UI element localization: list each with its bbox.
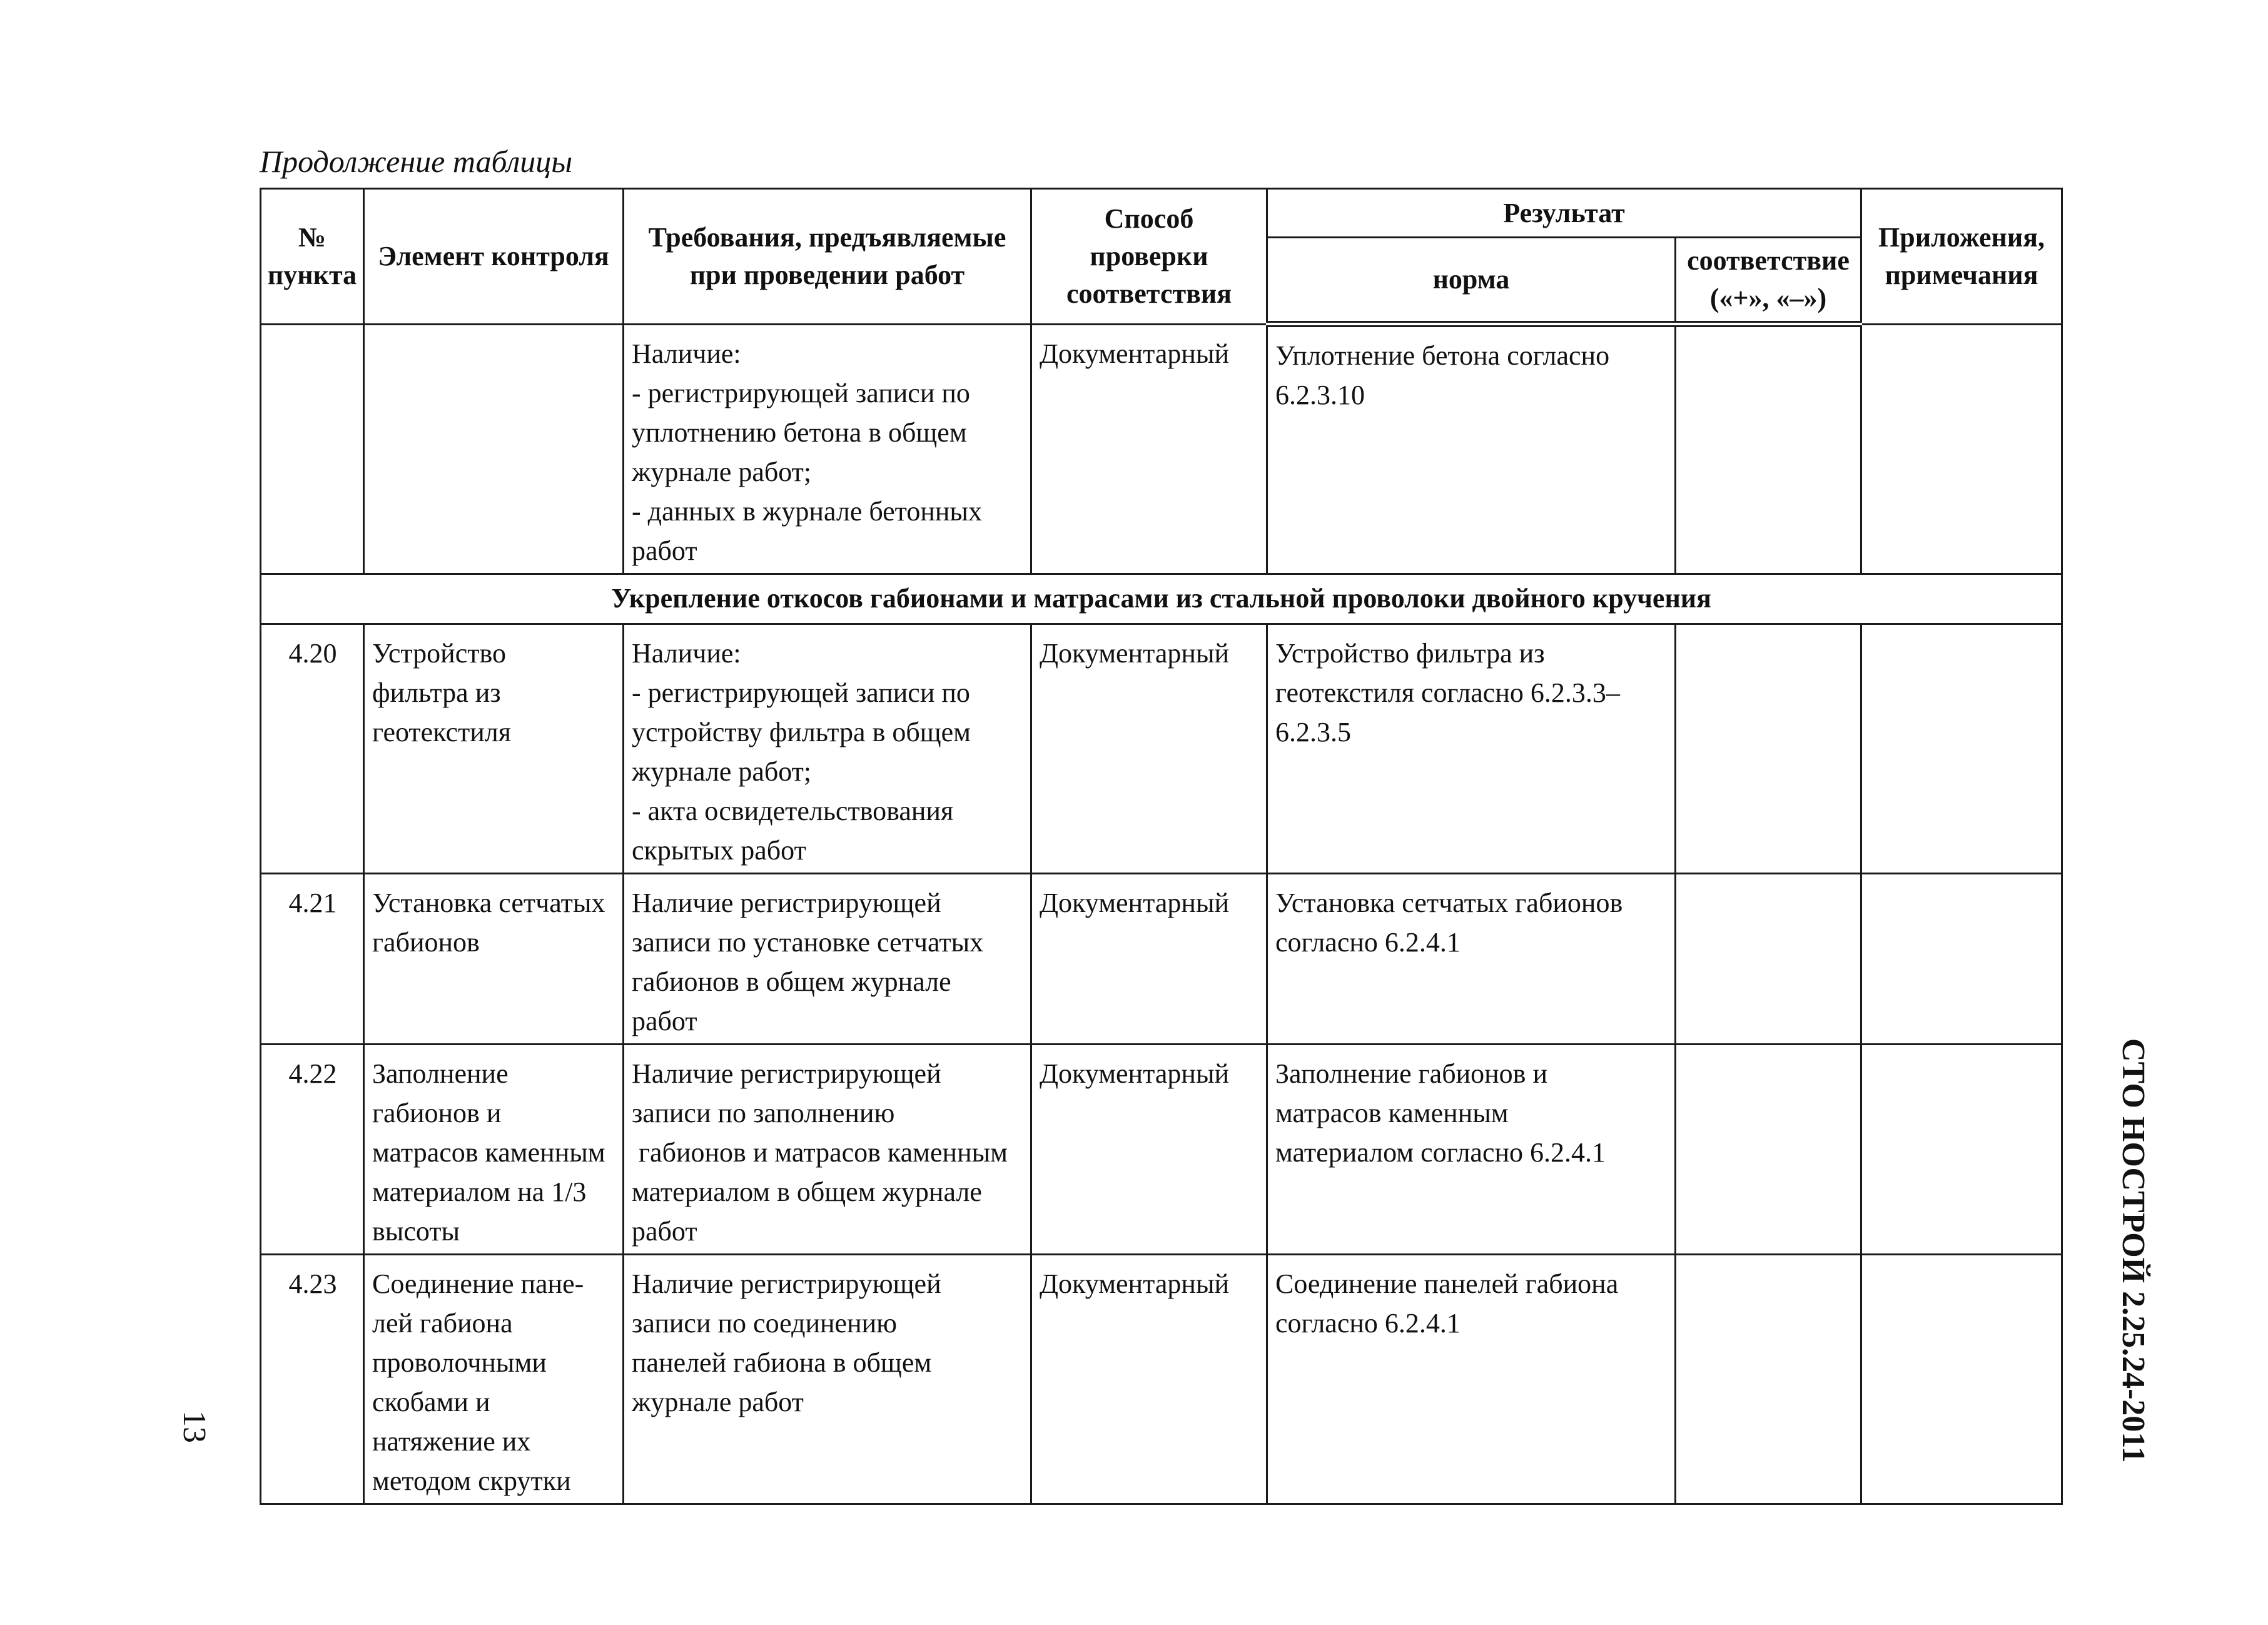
inspection-table bbox=[260, 188, 2063, 1505]
row-requirements: Наличие: - регистрирующей записи по уплотнению бетона в общем журнале работ; - данных в журнале бетонных работ bbox=[624, 324, 1031, 574]
section-title: Укрепление откосов габионами и матрасами из стальной проволоки двойного кручения bbox=[261, 574, 2062, 624]
row-method: Документарный bbox=[1031, 1254, 1267, 1504]
table-row bbox=[261, 1254, 2062, 1504]
row-requirements: Наличие регистрирующей записи по соединению панелей габиона в общем журнале работ bbox=[624, 1254, 1031, 1504]
row-method: Документарный bbox=[1031, 873, 1267, 1044]
row-element: Соединение пане- лей габиона проволочными скобами и натяжение их методом скрутки bbox=[364, 1254, 624, 1504]
section-row bbox=[261, 574, 2062, 624]
header-result: Результат bbox=[1267, 189, 1861, 238]
row-compliance bbox=[1676, 1044, 1861, 1254]
row-norm: Уплотнение бетона согласно 6.2.3.10 bbox=[1267, 324, 1676, 574]
row-num: 4.23 bbox=[261, 1254, 364, 1504]
row-element bbox=[364, 324, 624, 574]
row-notes bbox=[1861, 324, 2062, 574]
table-row bbox=[261, 324, 2062, 574]
row-requirements: Наличие регистрирующей записи по установке сетчатых габионов в общем журнале работ bbox=[624, 873, 1031, 1044]
row-norm: Соединение панелей габиона согласно 6.2.4.1 bbox=[1267, 1254, 1676, 1504]
row-compliance bbox=[1676, 873, 1861, 1044]
row-method: Документарный bbox=[1031, 1044, 1267, 1254]
table-row bbox=[261, 624, 2062, 873]
page-number: 13 bbox=[176, 1410, 212, 1443]
table-row bbox=[261, 1044, 2062, 1254]
header-num: № пункта bbox=[261, 189, 364, 325]
row-element: Устройство фильтра из геотекстиля bbox=[364, 624, 624, 873]
row-norm: Заполнение габионов и матрасов каменным материалом согласно 6.2.4.1 bbox=[1267, 1044, 1676, 1254]
continuation-title: Продолжение таблицы bbox=[260, 144, 573, 179]
row-method: Документарный bbox=[1031, 624, 1267, 873]
row-notes bbox=[1861, 873, 2062, 1044]
row-num bbox=[261, 324, 364, 574]
row-norm: Установка сетчатых габионов согласно 6.2.4.1 bbox=[1267, 873, 1676, 1044]
row-notes bbox=[1861, 1254, 2062, 1504]
row-compliance bbox=[1676, 324, 1861, 574]
document-code: СТО НОСТРОЙ 2.25.24-2011 bbox=[2115, 1038, 2151, 1463]
header-method: Способ проверки соответствия bbox=[1031, 189, 1267, 325]
row-method: Документарный bbox=[1031, 324, 1267, 574]
row-requirements: Наличие: - регистрирующей записи по устройству фильтра в общем журнале работ; - акта освидетельствования скрытых работ bbox=[624, 624, 1031, 873]
header-notes: Приложения, примечания bbox=[1861, 189, 2062, 325]
row-notes bbox=[1861, 624, 2062, 873]
header-element: Элемент контроля bbox=[364, 189, 624, 325]
row-notes bbox=[1861, 1044, 2062, 1254]
row-element: Заполнение габионов и матрасов каменным материалом на 1/3 высоты bbox=[364, 1044, 624, 1254]
row-num: 4.20 bbox=[261, 624, 364, 873]
row-num: 4.21 bbox=[261, 873, 364, 1044]
row-num: 4.22 bbox=[261, 1044, 364, 1254]
row-compliance bbox=[1676, 1254, 1861, 1504]
row-norm: Устройство фильтра из геотекстиля согласно 6.2.3.3– 6.2.3.5 bbox=[1267, 624, 1676, 873]
row-requirements: Наличие регистрирующей записи по заполнению габионов и матрасов каменным материалом в общем журнале работ bbox=[624, 1044, 1031, 1254]
header-compliance: соответствие («+», «–») bbox=[1676, 238, 1861, 325]
table-row bbox=[261, 873, 2062, 1044]
header-requirements: Требования, предъявляемые при проведении работ bbox=[624, 189, 1031, 325]
row-compliance bbox=[1676, 624, 1861, 873]
header-norm: норма bbox=[1267, 238, 1676, 325]
row-element: Установка сетчатых габионов bbox=[364, 873, 624, 1044]
